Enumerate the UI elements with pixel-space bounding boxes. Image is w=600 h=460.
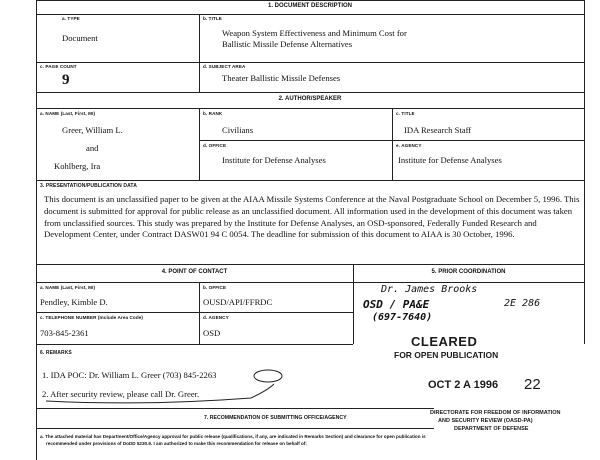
author-name-label: a. NAME (Last, First, MI) (40, 111, 96, 116)
title-line-2: Ballistic Missile Defense Alternatives (222, 39, 353, 49)
recommendation-line-1: a. The attached material has Department/Office/Agency approval for public release (qualifications, if any, are indicated in Remarks Section) and clearance for open publication is (40, 434, 426, 439)
section-2-header: 2. AUTHOR/SPEAKER (278, 96, 342, 102)
agency-value: Institute for Defense Analyses (398, 155, 502, 165)
presentation-text: This document is an unclassified paper to be given at the AIAA Missile Systems Conference at the Naval Postgraduate School on December 5, 1996. This document is submitted for approval for public release as an unclassified document. All information used in the development of this document was taken from unclassified sources. This study was prepared by the Institute for Defense Analyses, an OSD-sponsored, Federally Funded Research and Development Center, under Contract DASW01 94 C 0054. The deadline for submission of this document to AIAA is 30 October, 1996. (44, 194, 580, 240)
agency-label: e. AGENCY (396, 143, 422, 148)
stamp-directorate-line-1: DIRECTORATE FOR FREEDOM OF INFORMATION (430, 410, 561, 416)
page-count-value: 9 (62, 72, 70, 88)
clearance-request-form (36, 0, 594, 460)
poc-name-value: Pendley, Kimble D. (40, 297, 108, 307)
poc-phone-label: c. TELEPHONE NUMBER (Include Area Code) (40, 315, 144, 320)
rank-label: b. RANK (203, 111, 223, 116)
office-value: Institute for Defense Analyses (222, 155, 326, 165)
section-3-header: 3. PRESENTATION/PUBLICATION DATA (40, 183, 137, 189)
stamp-date: OCT 2 A 1996 (428, 379, 499, 391)
author-name-1: Greer, William L. (62, 125, 123, 135)
stamp-cleared: CLEARED (411, 334, 478, 349)
subject-area-value: Theater Ballistic Missile Defenses (222, 73, 341, 83)
stamp-number: 22 (524, 376, 541, 393)
handwritten-annotation-marks (36, 360, 296, 408)
section-5-header: 5. PRIOR COORDINATION (431, 269, 506, 275)
coordination-phone-handwritten: (697-7640) (372, 312, 433, 323)
page-count-label: c. PAGE COUNT (40, 64, 77, 69)
recommendation-line-2: recommended under provisions of DoDD 5230.9. I am authorized to make this recommendation for release on behalf of: (46, 441, 307, 446)
author-title-value: IDA Research Staff (404, 125, 472, 135)
subject-area-label: d. SUBJECT AREA (203, 64, 246, 69)
author-name-2: Kohlberg, Ira (54, 161, 101, 171)
poc-office-label: b. OFFICE (203, 285, 227, 290)
poc-agency-value: OSD (203, 328, 221, 338)
poc-agency-label: d. AGENCY (203, 315, 229, 320)
section-1-header: 1. DOCUMENT DESCRIPTION (267, 3, 352, 9)
rank-value: Civilians (222, 125, 254, 135)
title-label: b. TITLE (203, 16, 222, 21)
title-line-1: Weapon System Effectiveness and Minimum Cost for (222, 28, 407, 38)
coordination-office-handwritten: OSD / PA&E (363, 298, 430, 311)
author-name-and: and (86, 143, 99, 153)
poc-phone-value: 703-845-2361 (40, 328, 89, 338)
author-title-label: c. TITLE (396, 111, 415, 116)
remark-2: 2. After security review, please call Dr. Greer. (42, 389, 200, 399)
stamp-directorate-line-2: AND SECURITY REVIEW (OASD-PA) (438, 418, 533, 424)
type-label: a. TYPE (62, 16, 80, 21)
section-7-header: 7. RECOMMENDATION OF SUBMITTING OFFICE/AGENCY (204, 415, 347, 421)
stamp-for-open-publication: FOR OPEN PUBLICATION (394, 350, 499, 360)
poc-name-label: a. NAME (Last, First, MI) (40, 285, 96, 290)
poc-office-value: OUSD/API/FFRDC (203, 297, 273, 307)
remark-1: 1. IDA POC: Dr. William L. Greer (703) 845-2263 (42, 370, 217, 380)
type-value: Document (62, 33, 98, 43)
office-label: d. OFFICE (203, 143, 227, 148)
section-4-header: 4. POINT OF CONTACT (161, 269, 228, 275)
coordination-name-handwritten: Dr. James Brooks (381, 284, 478, 295)
section-6-header: 6. REMARKS (40, 350, 72, 356)
stamp-directorate-line-3: DEPARTMENT OF DEFENSE (454, 426, 529, 432)
coordination-room-handwritten: 2E 286 (504, 298, 541, 309)
